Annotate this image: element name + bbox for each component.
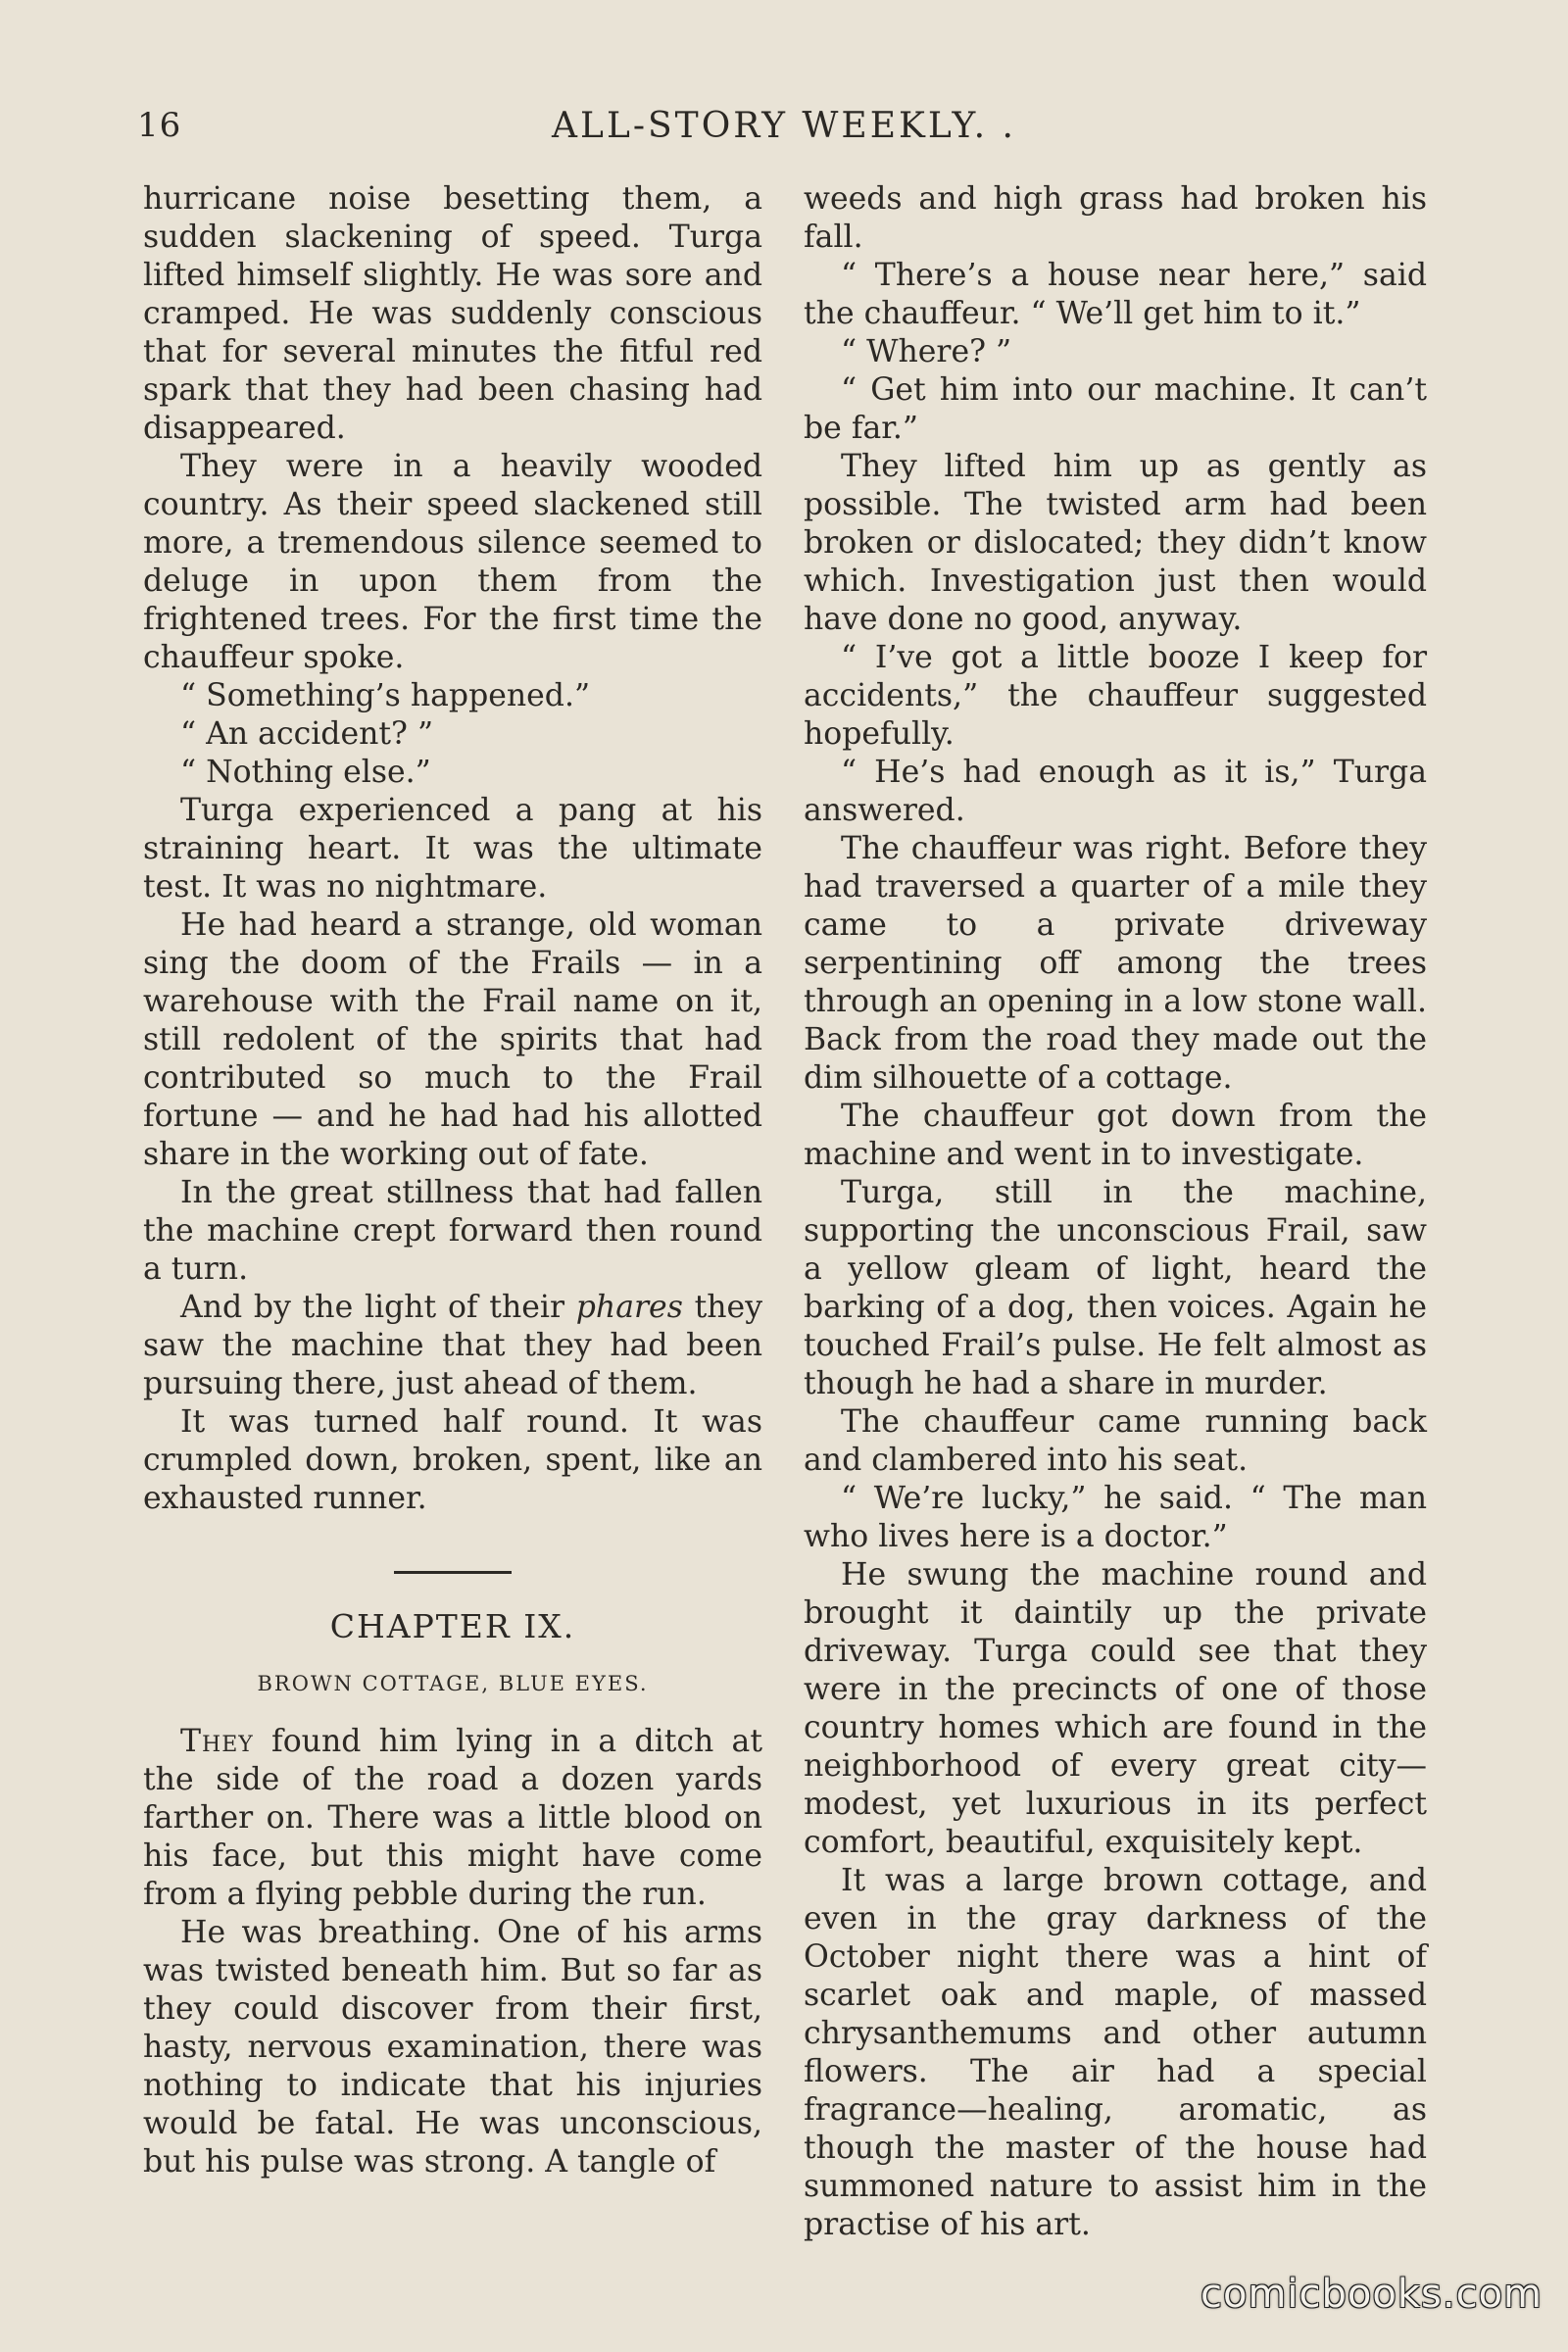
phares-italic: phares	[575, 1290, 683, 1325]
chapter-opening-paragraph	[143, 1723, 762, 1914]
chapter-subtitle: BROWN COTTAGE, BLUE EYES.	[257, 1672, 649, 1695]
running-head: ALL-STORY WEEKLY. .	[552, 106, 1016, 146]
right-column	[804, 180, 1427, 2244]
paragraph: He swung the machine round and brought it daintily up the private driveway. Turga could see that they were in the precincts of one of those country homes which are found in the neighborhood of every great city—modest, yet luxurious in its perfect comfort, beautiful, exquisitely kept.	[804, 1557, 1427, 1860]
phares-text-after: they saw the machine that they had been pursuing there, just ahead of them.	[143, 1290, 762, 1401]
phares-text-before: And by the light of their	[180, 1290, 576, 1325]
paragraph: He was breathing. One of his arms was twisted beneath him. But so far as they could discover from their first, hasty, nervous examination, there was nothing to indicate that his injuries would be fatal. He was unconscious, but his pulse was strong. A tangle of	[143, 1915, 762, 2180]
section-divider	[394, 1571, 512, 1574]
paragraph-continuation: weeds and high grass had broken his fall.	[804, 181, 1427, 255]
dialogue-line: “ I’ve got a little booze I keep for accidents,” the chauffeur suggested hopefully.	[804, 640, 1427, 752]
chapter-first-word: They	[180, 1724, 254, 1759]
dialogue-line: “ An accident? ”	[180, 716, 434, 752]
paragraph: hurricane noise besetting them, a sudden slackening of speed. Turga lifted himself slightly. He was sore and cramped. He was suddenly conscious that for several minutes the fitful red spark that they had been chasing had disappeared.	[143, 181, 762, 446]
paragraph: He had heard a strange, old woman sing the doom of the Frails — in a warehouse with the Frail name on it, still redolent of the spirits that had contributed so much to the Frail fortune — and he had had his allotted share in the working out of fate.	[143, 907, 762, 1172]
watermark-logo: comicbooks.com	[1200, 2272, 1544, 2317]
paragraph	[143, 1289, 762, 1403]
dialogue-line: “ Where? ”	[841, 334, 1012, 369]
chapter-title: CHAPTER IX.	[329, 1607, 576, 1645]
chapter-first-rest: found him lying in a ditch at the side of the road a dozen yards farther on. There was a little blood on his face, but this might have come from a flying pebble during the run.	[143, 1724, 762, 1912]
paragraph: The chauffeur got down from the machine and went in to investigate.	[804, 1099, 1427, 1172]
paragraph: They were in a heavily wooded country. As their speed slackened still more, a tremendous silence seemed to deluge in upon them from the frightened trees. For the first time the chauffeur spoke.	[143, 449, 762, 675]
dialogue-line: “ He’s had enough as it is,” Turga answered.	[804, 755, 1427, 828]
paragraph: In the great stillness that had fallen the machine crept forward then round a turn.	[143, 1175, 762, 1287]
paragraph: They lifted him up as gently as possible. The twisted arm had been broken or dislocated; they didn’t know which. Investigation just then would have done no good, anyway.	[804, 449, 1427, 637]
dialogue-line: “ Something’s happened.”	[180, 678, 591, 713]
paragraph: The chauffeur was right. Before they had traversed a quarter of a mile they came to a private driveway serpentining off among the trees through an opening in a low stone wall. Back from the road they made out the dim silhouette of a cottage.	[804, 831, 1427, 1096]
paragraph: It was turned half round. It was crumpled down, broken, spent, like an exhausted runner.	[143, 1404, 762, 1516]
paragraph: The chauffeur came running back and clambered into his seat.	[804, 1404, 1427, 1478]
paragraph: Turga experienced a pang at his straining heart. It was the ultimate test. It was no nightmare.	[143, 793, 762, 905]
dialogue-line: “ Get him into our machine. It can’t be far.”	[804, 372, 1427, 446]
page-header	[0, 106, 1568, 165]
paragraph: It was a large brown cottage, and even in the gray darkness of the October night there was a hint of scarlet oak and maple, of massed chrysanthemums and other autumn flowers. The air had a special fragrance—healing, aromatic, as though the master of the house had summoned nature to assist him in the practise of his art.	[804, 1863, 1427, 2242]
left-column	[143, 180, 762, 2181]
dialogue-line: “ We’re lucky,” he said. “ The man who lives here is a doctor.”	[804, 1481, 1427, 1554]
dialogue-line: “ Nothing else.”	[180, 755, 431, 790]
dialogue-line: “ There’s a house near here,” said the chauffeur. “ We’ll get him to it.”	[804, 258, 1427, 331]
paragraph: Turga, still in the machine, supporting the unconscious Frail, saw a yellow gleam of light, heard the barking of a dog, then voices. Again he touched Frail’s pulse. He felt almost as though he had a share in murder.	[804, 1175, 1427, 1401]
page-number: 16	[137, 106, 182, 145]
